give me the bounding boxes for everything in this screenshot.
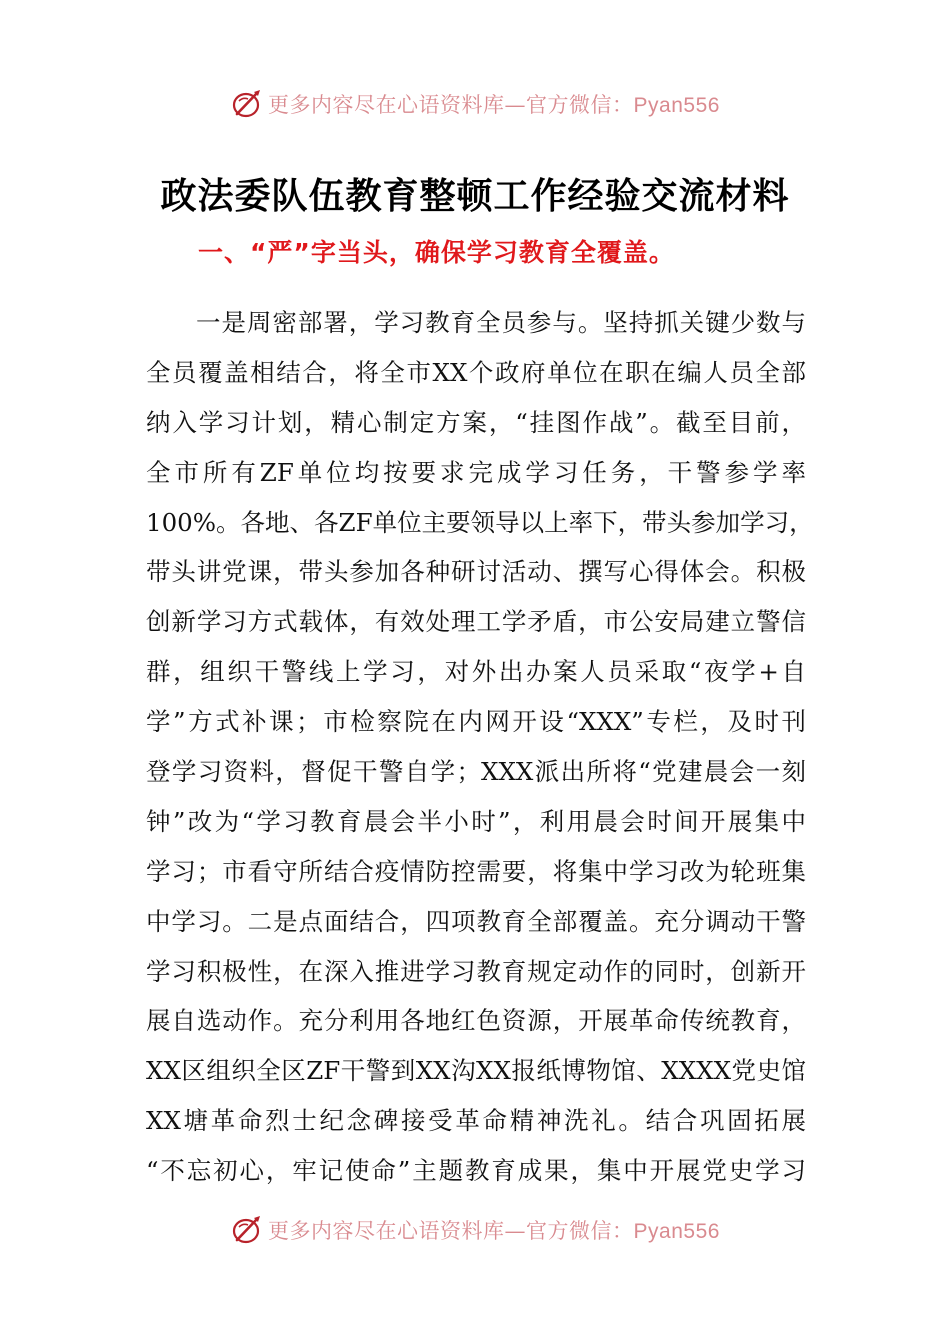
paragraph-line: 钟”改为“学习教育晨会半小时”，利用晨会时间开展集中 — [146, 806, 806, 836]
document-title: 政法委队伍教育整顿工作经验交流材料 — [160, 175, 790, 217]
paragraph-line: 带头讲党课，带头参加各种研讨活动、撰写心得体会。积极 — [146, 557, 806, 587]
watermark-text: 更多内容尽在心语资料库—官方微信：Pyan556 — [268, 1219, 720, 1243]
paragraph-line: 学习积极性，在深入推进学习教育规定动作的同时，创新开 — [146, 956, 806, 986]
watermark-text: 更多内容尽在心语资料库—官方微信：Pyan556 — [268, 93, 720, 117]
paragraph-line: 学”方式补课；市检察院在内网开设“XXX”专栏，及时刊 — [146, 707, 806, 737]
pen-circle-logo-icon — [230, 87, 264, 121]
paragraph-line: 展自选动作。充分利用各地红色资源，开展革命传统教育， — [146, 1006, 806, 1036]
watermark-banner-top — [0, 84, 950, 124]
paragraph-line: 创新学习方式载体，有效处理工学矛盾，市公安局建立警信 — [146, 607, 806, 637]
pen-circle-logo-icon — [230, 1213, 264, 1247]
watermark-banner-bottom — [0, 1210, 950, 1250]
section-heading: 一、“严”字当头，确保学习教育全覆盖。 — [198, 238, 675, 267]
paragraph-line: 全员覆盖相结合，将全市XX个政府单位在职在编人员全部 — [146, 357, 806, 387]
paragraph-line: 一是周密部署，学习教育全员参与。坚持抓关键少数与 — [196, 308, 806, 337]
paragraph-line: 学习；市看守所结合疫情防控需要，将集中学习改为轮班集 — [146, 856, 806, 886]
body-text — [146, 298, 814, 1196]
paragraph-line: 纳入学习计划，精心制定方案，“挂图作战”。截至目前， — [146, 407, 806, 437]
paragraph-line: 群，组织干警线上学习，对外出办案人员采取“夜学+自 — [146, 657, 806, 687]
paragraph-line: 登学习资料，督促干警自学；XXX派出所将“党建晨会一刻 — [146, 757, 806, 787]
paragraph-line: XX塘革命烈士纪念碑接受革命精神洗礼。结合巩固拓展 — [146, 1106, 806, 1136]
paragraph-line: XX区组织全区ZF干警到XX沟XX报纸博物馆、XXXX党史馆 — [146, 1056, 806, 1086]
paragraph-line: 全市所有ZF单位均按要求完成学习任务，干警参学率 — [146, 457, 806, 487]
paragraph-line: 100%。各地、各ZF单位主要领导以上率下，带头参加学习， — [146, 507, 814, 537]
paragraph-line: “不忘初心，牢记使命”主题教育成果，集中开展党史学习 — [146, 1156, 806, 1186]
paragraph-line: 中学习。二是点面结合，四项教育全部覆盖。充分调动干警 — [146, 906, 806, 936]
